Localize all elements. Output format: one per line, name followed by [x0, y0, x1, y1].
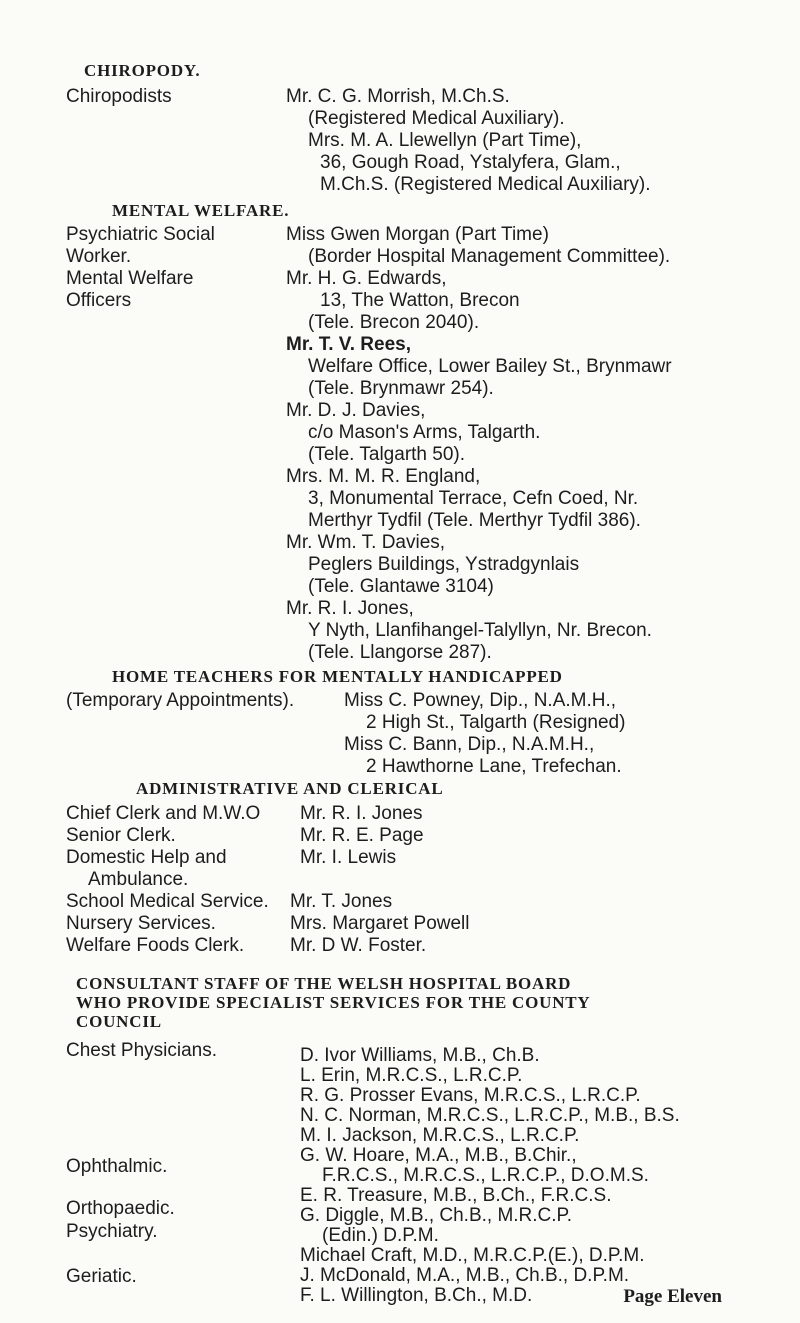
chiropody-heading: CHIROPODY.: [84, 61, 201, 80]
consultant-line: G. Diggle, M.B., Ch.B., M.R.C.P.: [300, 1205, 573, 1226]
label-line: Worker.: [66, 246, 132, 267]
consultant-line: F. L. Willington, B.Ch., M.D.: [300, 1285, 533, 1306]
entry-line: Miss C. Bann, Dip., N.A.M.H.,: [344, 734, 595, 755]
admin-values: [300, 803, 424, 891]
admin-value: Mr. I. Lewis: [300, 847, 397, 868]
admin-label: Senior Clerk.: [66, 825, 176, 846]
admin-value: Mr. R. E. Page: [300, 825, 424, 846]
chiropody-line: 36, Gough Road, Ystalyfera, Glam.,: [320, 152, 621, 173]
entry-line: Peglers Buildings, Ystradgynlais: [308, 554, 580, 575]
chiropody-line: M.Ch.S. (Registered Medical Auxiliary).: [320, 174, 651, 195]
entry-line: (Tele. Talgarth 50).: [308, 444, 466, 465]
home-teachers-heading: HOME TEACHERS FOR MENTALLY HANDICAPPED: [112, 667, 563, 686]
consultant-line: J. McDonald, M.A., M.B., Ch.B., D.P.M.: [300, 1265, 630, 1286]
admin-label: Nursery Services.: [66, 913, 216, 934]
admin-value: [300, 869, 424, 891]
admin-value: Mr. T. Jones: [290, 891, 393, 912]
orthopaedic-label: Orthopaedic.: [66, 1198, 175, 1219]
admin-label: School Medical Service.: [66, 891, 269, 912]
consultant-line: Michael Craft, M.D., M.R.C.P.(E.), D.P.M.: [300, 1245, 645, 1266]
entry-line: Mr. D. J. Davies,: [286, 400, 426, 421]
entry-line: (Border Hospital Management Committee).: [308, 246, 671, 267]
entry-line: (Tele. Brynmawr 254).: [308, 378, 494, 399]
entry-line: c/o Mason's Arms, Talgarth.: [308, 422, 541, 443]
psychiatry-label: Psychiatry.: [66, 1221, 158, 1242]
consultant-line: F.R.C.S., M.R.C.S., L.R.C.P., D.O.M.S.: [322, 1165, 649, 1186]
mental-welfare-labels: [66, 224, 215, 312]
consultant-entries: [300, 1046, 680, 1306]
entry-line: 2 High St., Talgarth (Resigned): [366, 712, 626, 733]
admin-label: Chief Clerk and M.W.O: [66, 803, 261, 824]
consultant-heading: [76, 974, 591, 1031]
admin-label: Welfare Foods Clerk.: [66, 935, 245, 956]
entry-line: Y Nyth, Llanfihangel-Talyllyn, Nr. Brecon.: [308, 620, 652, 641]
geriatic-label: Geriatic.: [66, 1266, 137, 1287]
chiropodists-label: Chiropodists: [66, 86, 172, 107]
entry-line: Merthyr Tydfil (Tele. Merthyr Tydfil 386).: [308, 510, 641, 531]
label-line: Psychiatric Social: [66, 224, 215, 245]
entry-line: 3, Monumental Terrace, Cefn Coed, Nr.: [308, 488, 639, 509]
mental-welfare-entries: [286, 224, 672, 664]
admin-values-lower: [290, 891, 470, 957]
admin-labels: [66, 803, 269, 957]
entry-line: Mrs. M. M. R. England,: [286, 466, 481, 487]
admin-value: Mr. R. I. Jones: [300, 803, 423, 824]
consultant-line: M. I. Jackson, M.R.C.S., L.R.C.P.: [300, 1125, 580, 1146]
admin-label: Ambulance.: [88, 869, 189, 890]
entry-line: Miss C. Powney, Dip., N.A.M.H.,: [344, 690, 617, 711]
ophthalmic-label: Ophthalmic.: [66, 1156, 168, 1177]
admin-value: Mrs. Margaret Powell: [290, 913, 470, 934]
consultant-heading-line: COUNCIL: [76, 1012, 162, 1031]
label-line: Officers: [66, 290, 132, 311]
admin-value: Mr. D W. Foster.: [290, 935, 427, 956]
consultant-line: D. Ivor Williams, M.B., Ch.B.: [300, 1045, 540, 1066]
consultant-line: R. G. Prosser Evans, M.R.C.S., L.R.C.P.: [300, 1085, 641, 1106]
chest-physicians-label: Chest Physicians.: [66, 1040, 218, 1061]
consultant-heading-line: WHO PROVIDE SPECIALIST SERVICES FOR THE COUNTY: [76, 993, 591, 1012]
page-number: Page Eleven: [623, 1286, 722, 1307]
entry-line: 13, The Watton, Brecon: [320, 290, 520, 311]
mental-welfare-heading: MENTAL WELFARE.: [112, 201, 290, 220]
entry-line: Mr. H. G. Edwards,: [286, 268, 447, 289]
entry-line: Miss Gwen Morgan (Part Time): [286, 224, 549, 245]
entry-line: Welfare Office, Lower Bailey St., Brynmawr: [308, 356, 672, 377]
consultant-line: N. C. Norman, M.R.C.S., L.R.C.P., M.B., B.S.: [300, 1105, 680, 1126]
admin-heading: ADMINISTRATIVE AND CLERICAL: [136, 779, 444, 798]
entry-line: (Tele. Llangorse 287).: [308, 642, 492, 663]
consultant-line: G. W. Hoare, M.A., M.B., B.Chir.,: [300, 1145, 577, 1166]
chiropody-line: (Registered Medical Auxiliary).: [308, 108, 565, 129]
label-line: Mental Welfare: [66, 268, 194, 289]
entry-line: Mr. T. V. Rees,: [286, 334, 411, 355]
consultant-line: E. R. Treasure, M.B., B.Ch., F.R.C.S.: [300, 1185, 612, 1206]
entry-line: Mr. R. I. Jones,: [286, 598, 414, 619]
consultant-line: L. Erin, M.R.C.S., L.R.C.P.: [300, 1065, 523, 1086]
consultant-heading-line: CONSULTANT STAFF OF THE WELSH HOSPITAL BOARD: [76, 974, 572, 993]
chiropody-line: Mrs. M. A. Llewellyn (Part Time),: [308, 130, 582, 151]
entry-line: 2 Hawthorne Lane, Trefechan.: [366, 756, 622, 777]
entry-line: (Tele. Brecon 2040).: [308, 312, 480, 333]
consultant-line: (Edin.) D.P.M.: [322, 1225, 439, 1246]
admin-label: Domestic Help and: [66, 847, 227, 868]
entry-line: Mr. Wm. T. Davies,: [286, 532, 446, 553]
home-teachers-entries: [344, 690, 625, 778]
chiropody-entries: [286, 86, 651, 196]
chiropody-line: Mr. C. G. Morrish, M.Ch.S.: [286, 86, 510, 107]
entry-line: (Tele. Glantawe 3104): [308, 576, 494, 597]
temporary-appointments-label: (Temporary Appointments).: [66, 690, 295, 711]
